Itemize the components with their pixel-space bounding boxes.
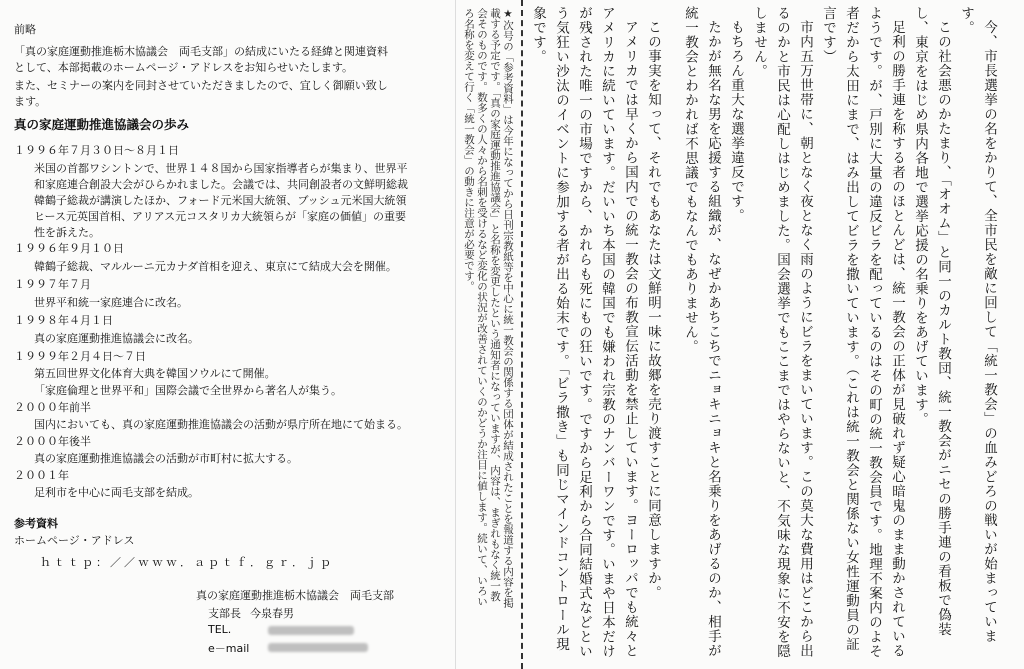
article-paragraph: もちろん重大な選挙違反です。 xyxy=(728,19,744,223)
intro-line: として、本部掲載のホームページ・アドレスをお知らせいたします。 xyxy=(14,61,354,74)
history-date: ２０００年後半 xyxy=(14,435,91,448)
history-text: 国内においても、真の家庭運動推進協議会の活動が県庁所在地にて始まる。 xyxy=(34,418,408,431)
history-text: 性を訴えた。 xyxy=(34,226,100,239)
history-date: １９９６年７月３０日～８月１日 xyxy=(14,144,179,157)
article-paragraph: 足利の勝手連を称する者のほとんどは、統一教会の正体が見破れず疑心暗鬼のまま動かされているようです。が、戸別に大量の違反ビラを配っているのはその町の統一教会員です。地理不案内のよそ者だから太田にまで、はみ出してビラを撒いています。（これは統一教会と関係ない女性運動員の証言です） xyxy=(820,6,905,659)
history-text: 足利市を中心に両毛支部を結成。 xyxy=(34,486,199,499)
org-name: 真の家庭運動推進栃木協議会 両毛支部 xyxy=(196,589,394,602)
intro-line: 「真の家庭運動推進栃木協議会 両毛支部」の結成にいたる経緯と関連資料 xyxy=(14,45,388,58)
notice-column xyxy=(462,8,514,608)
homepage-label: ホームページ・アドレス xyxy=(14,534,135,547)
article-paragraph: たかが無名な男を応援する組織が、なぜかあちこちでニョキニョキと名乗りをあげるのか、相手が統一教会とわかれば不思議でもなんでもありません。 xyxy=(682,6,721,658)
email-label: e－mail xyxy=(208,642,250,655)
history-text: 韓鶴子総裁が講演したほか、フォード元米国大統領、ブッシュ元米国大統領 xyxy=(34,194,407,207)
history-text: 第五回世界文化体育大典を韓国ソウルにて開催。 xyxy=(34,367,276,380)
history-date: １９９９年２月４日～７日 xyxy=(14,350,146,363)
history-title: 真の家庭運動推進協議会の歩み xyxy=(14,117,190,132)
homepage-url: ｈｔｔｐ：／／ｗｗｗ．ａｐｔｆ．ｇｒ．ｊｐ xyxy=(40,556,334,569)
chief-name: 今泉春男 xyxy=(250,607,294,620)
article-paragraph: 市内五万世帯に、朝となく夜となく雨のようにビラをまいています。この莫大な費用はどこから出るのかと市民は心配しはじめました。国会選挙でもここまではやらないと、不気味な現象に不安を隠しません。 xyxy=(751,6,813,659)
page-fold xyxy=(455,0,456,669)
reference-heading: 参考資料 xyxy=(14,517,58,530)
history-date: １９９８年４月１日 xyxy=(14,314,113,327)
history-text: 世界平和統一家庭連合に改名。 xyxy=(34,296,188,309)
history-text: 「家庭倫理と世界平和」国際会議で全世界から著名人が集う。 xyxy=(34,384,342,397)
history-date: １９９６年９月１０日 xyxy=(14,242,124,255)
notice-text: ★次号の「参考資料」は今年になってから日刊宗教紙等を中心に統一教会の関係する団体が結成されたことを報道する内容を掲載する予定です。「真の家庭運動推進協議会」と名称を変更したという通知者になっていますが、内容は、まぎれもなく統一教会そのものです。数多くの人々から名刺を受けるなど変化の状況が改善されていくのかどうか注目に値します。続いて、いろいろ名称を変えて行く「統一教会」の動きに注意が必要です。 xyxy=(463,8,514,608)
intro-line: ます。 xyxy=(14,95,47,108)
history-text: ヒース元英国首相、アリアス元コスタリカ大統領らが「家庭の価値」の重要 xyxy=(34,210,407,223)
history-text: 韓鶴子総裁、マルルーニ元カナダ首相を迎え、東京にて結成大会を開催。 xyxy=(34,260,397,273)
chief-label: 支部長 xyxy=(208,607,241,620)
intro-line: また、セミナーの案内を同封させていただきましたので、宜しく御願い致し xyxy=(14,79,388,92)
article-paragraph: この事実を知って、それでもあなたは文鮮明一味に故郷を売り渡すことに同意しますか。 xyxy=(645,19,661,600)
article-paragraph: アメリカでは早くから国内での統一教会の布教宣伝活動を禁止しています。ヨーロッパでも統々とアメリカに続いています。だいいち本国の韓国でも嫌われ宗教のナンバーワンです。いまや日本だけが残された唯一の市場ですから、かれらも死にもの狂いです。ですから足利から合同結婚式などという気狂い沙汰のイベントに参加する者が出る始末です。「ビラ撒き」も同じマインドコントロール現象です。 xyxy=(530,6,638,659)
article-paragraph: この社会悪のかたまり、「オオム」と同一のカルト教団、統一教会がニセの勝手連の看板で偽装し、東京をはじめ県内各地で選挙応援の名乗りをあげています。 xyxy=(912,6,951,637)
article xyxy=(530,6,1000,661)
history-text: 米国の首都ワシントンで、世界１４８国から国家指導者らが集まり、世界平 xyxy=(34,162,408,175)
redacted-email xyxy=(268,643,368,652)
history-date: ２００１年 xyxy=(14,469,69,482)
intro-heading: 前略 xyxy=(14,23,36,36)
article-paragraph: 今、市長選挙の名をかりて、全市民を敵に回して「統一教会」の血みどろの戦いが始まっています。 xyxy=(958,6,997,643)
left-page xyxy=(0,0,460,669)
redacted-phone xyxy=(268,626,354,635)
tel-label: TEL. xyxy=(208,623,232,636)
history-text: 真の家庭運動推進協議会の活動が市町村に拡大する。 xyxy=(34,452,298,465)
history-date: １９９７年７月 xyxy=(14,278,91,291)
cut-line xyxy=(521,0,523,669)
history-date: ２０００年前半 xyxy=(14,401,91,414)
history-text: 和家庭連合創設大会がひらかれました。会議では、共同創設者の文鮮明総裁 xyxy=(34,178,408,191)
history-text: 真の家庭運動推進協議会に改名。 xyxy=(34,332,199,345)
